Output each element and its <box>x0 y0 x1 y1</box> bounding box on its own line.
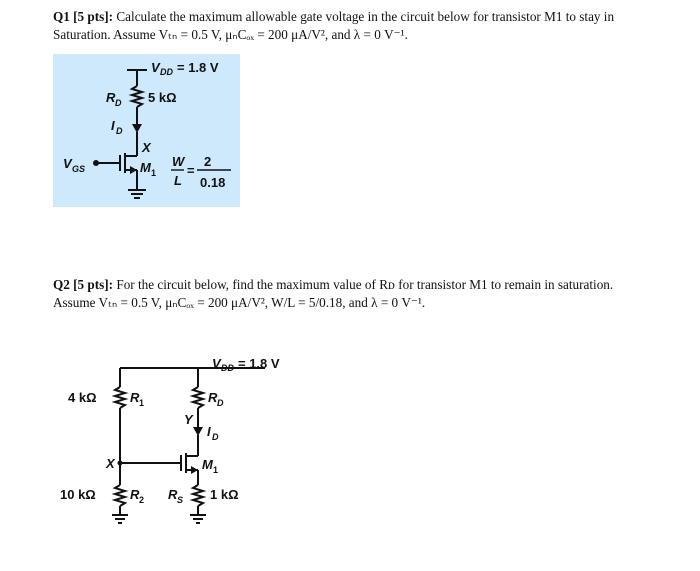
question-1-circuit <box>53 54 240 207</box>
vdd-label: V <box>151 60 160 75</box>
question-2-circuit <box>50 345 310 535</box>
id-subscript: D <box>116 126 123 136</box>
question-2-text <box>53 276 653 312</box>
rd-value: 5 kΩ <box>148 90 177 105</box>
w-label: W <box>172 154 185 169</box>
r2-label: R <box>130 487 140 502</box>
id-subscript: D <box>212 432 219 442</box>
question-1-line-1: Calculate the maximum allowable gate voltage in the circuit below for transistor M1 to stay in <box>113 9 615 24</box>
r1-label: R <box>130 390 140 405</box>
m1-label: M <box>140 160 151 175</box>
m1-subscript: 1 <box>151 168 157 178</box>
node-x-label: X <box>106 456 115 471</box>
vgs-subscript: GS <box>72 164 86 174</box>
rs-label: R <box>168 487 178 502</box>
rd-subscript: D <box>217 398 224 408</box>
node-y-label: Y <box>184 412 193 427</box>
question-2-line-1: For the circuit below, find the maximum value of Rᴅ for transistor M1 to remain in saturation. <box>113 277 614 292</box>
question-2-line-2: Assume Vₜₙ = 0.5 V, μₙCₒₓ = 200 μA/V², W/L = 5/0.18, and λ = 0 V⁻¹. <box>53 295 426 310</box>
l-label: L <box>174 173 182 188</box>
id-label: I <box>207 424 211 439</box>
id-label: I <box>111 118 115 133</box>
question-2-heading: Q2 [5 pts]: <box>53 277 114 292</box>
r2-subscript: 2 <box>139 495 145 505</box>
vgs-label: V <box>63 156 72 171</box>
question-1-line-2: Saturation. Assume Vₜₙ = 0.5 V, μₙCₒₓ = 200 μA/V², and λ = 0 V⁻¹. <box>53 27 408 42</box>
m1-label: M <box>202 457 213 472</box>
node-x-label: X <box>142 140 151 155</box>
vdd-subscript: DD <box>160 67 173 77</box>
vdd-subscript: DD <box>221 363 234 373</box>
vdd-label: V <box>212 356 221 371</box>
ratio-numerator: 2 <box>204 154 212 169</box>
question-1-heading: Q1 [5 pts]: <box>53 9 114 24</box>
r1-value: 4 kΩ <box>68 390 97 405</box>
ratio-denominator: 0.18 <box>200 175 226 190</box>
r1-subscript: 1 <box>139 398 145 408</box>
m1-subscript: 1 <box>213 465 219 475</box>
rs-value: 1 kΩ <box>210 487 239 502</box>
rd-label: R <box>208 390 218 405</box>
rd-subscript: D <box>115 98 122 108</box>
rd-label: R <box>106 90 116 105</box>
vdd-value: = 1.8 V <box>238 356 280 371</box>
vdd-value: = 1.8 V <box>177 60 219 75</box>
rs-subscript: S <box>177 495 184 505</box>
wl-equals: = <box>187 163 195 178</box>
r2-value: 10 kΩ <box>60 487 96 502</box>
question-1-text <box>53 8 653 44</box>
